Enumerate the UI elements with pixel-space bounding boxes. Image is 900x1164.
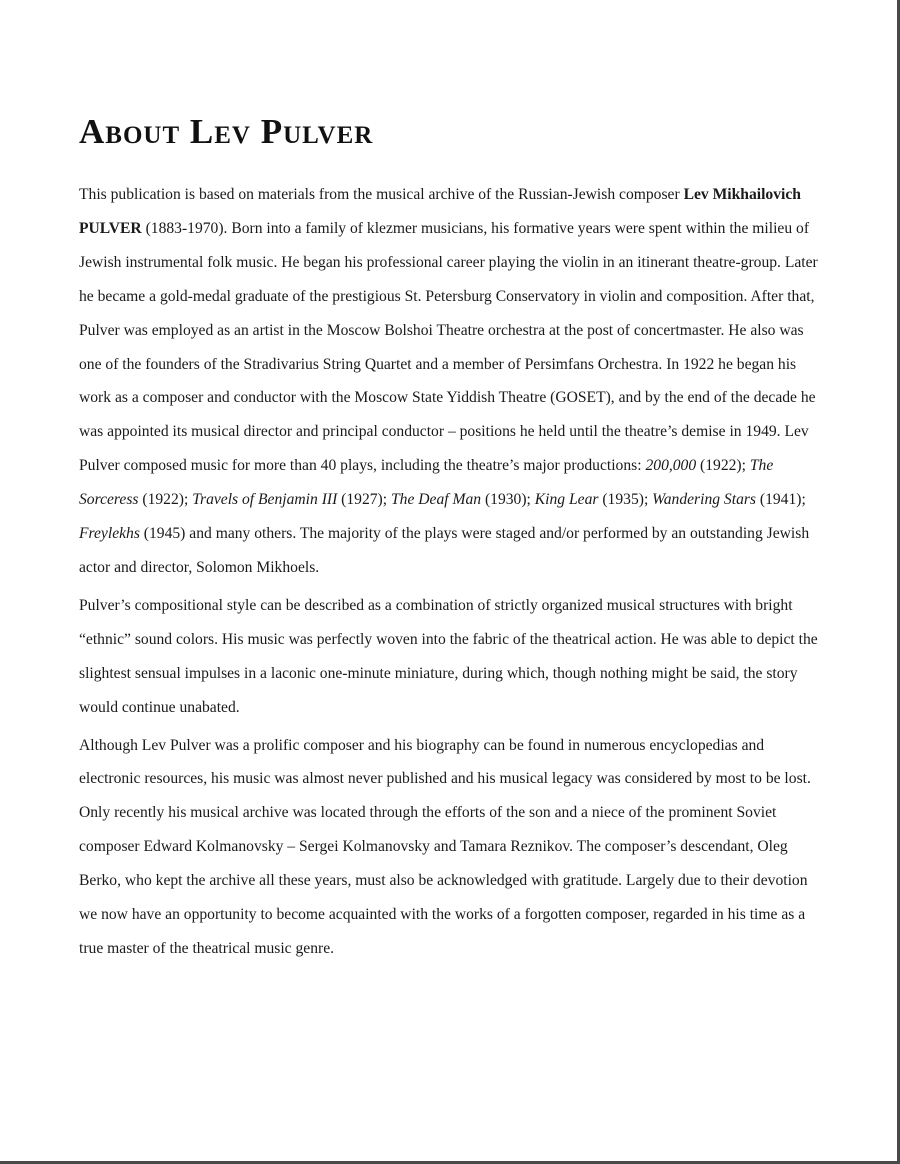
intro-text: This publication is based on materials from the musical archive of the Russian-Jewish composer — [79, 186, 684, 203]
play-year: (1935); — [598, 491, 653, 509]
play-year: (1922); — [696, 457, 750, 475]
page-title: About Lev Pulver — [79, 112, 374, 151]
play-year: (1930); — [481, 491, 535, 509]
article-body — [79, 178, 824, 966]
paragraph-style: Pulver’s compositional style can be described as a combination of strictly organized musical structures with bright “ethnic” sound colors. His music was perfectly woven into the fabric of the theatrical action. He was able to depict the slightest sensual impulses in a laconic one-minute miniature, during which, though nothing might be said, the story would continue unabated. — [79, 596, 818, 716]
closing-text: (1945) and many others. The majority of the plays were staged and/or performed by an outstanding Jewish actor and director, Solomon Mikhoels. — [79, 525, 810, 576]
composer-name: Lev Mikhailovich PULVER — [79, 186, 801, 237]
play-title: Travels of Benjamin III — [192, 491, 338, 509]
play-title: King Lear — [534, 491, 599, 509]
paragraph-legacy: Although Lev Pulver was a prolific composer and his biography can be found in numerous encyclopedias and electronic resources, his music was almost never published and his musical legacy was considered by most to be lost. Only recently his musical archive was located through the efforts of the son and a niece of the prominent Soviet composer Edward Kolmanovsky – Sergei Kolmanovsky and Tamara Reznikov. The composer’s descendant, Oleg Berko, who kept the archive all these years, must also be acknowledged with gratitude. Largely due to their devotion we now have an opportunity to become acquainted with the works of a forgotten composer, regarded in his time as a true master of the theatrical music genre. — [79, 736, 811, 957]
play-title: 200,000 — [645, 457, 697, 475]
play-year: (1927); — [337, 491, 391, 509]
play-year: (1922); — [138, 491, 193, 509]
biography-text: (1883-1970). Born into a family of klezmer musicians, his formative years were spent within the milieu of Jewish instrumental folk music. He began his professional career playing the violin in an itinerant theatre-group. Later he became a gold-medal graduate of the prestigious St. Petersburg Conservatory in violin and composition. After that, Pulver was employed as an artist in the Moscow Bolshoi Theatre orchestra at the post of concertmaster. He also was one of the founders of the Stradivarius String Quartet and a member of Persimfans Orchestra. In 1922 he began his work as a composer and conductor with the Moscow State Yiddish Theatre (GOSET), and by the end of the decade he was appointed its musical director and principal conductor – positions he held until the theatre’s demise in 1949. Lev Pulver composed music for more than 40 plays, including the theatre’s major productions: — [79, 219, 818, 475]
play-title: Freylekhs — [79, 525, 140, 543]
play-title: The Deaf Man — [390, 491, 482, 509]
play-year: (1941); — [756, 491, 806, 509]
paragraph-biography — [79, 178, 824, 585]
play-title: The Sorceress — [79, 457, 774, 509]
play-title: Wandering Stars — [652, 491, 756, 509]
